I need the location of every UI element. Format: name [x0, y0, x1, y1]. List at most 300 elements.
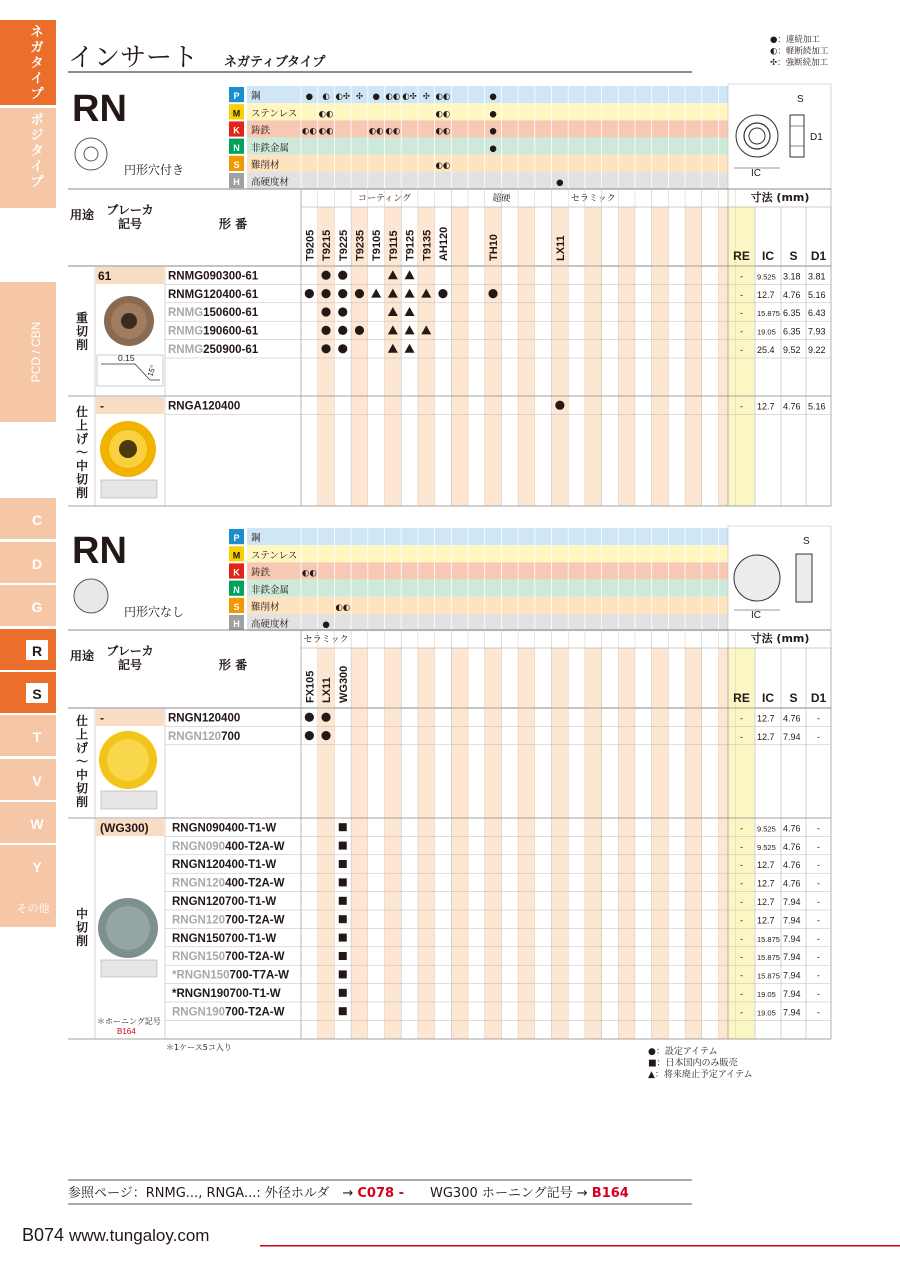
dim-d1: -: [817, 970, 820, 981]
footer-rule: [260, 1245, 900, 1247]
insert-drawing-icon: [734, 555, 780, 601]
material-mark: ◐◐: [435, 109, 451, 120]
case-note: ＊1ケース5コ入り: [166, 1043, 232, 1052]
japan-only-square: [339, 897, 347, 905]
side-tab-label: W: [30, 816, 44, 832]
material-mark: ●: [322, 620, 330, 631]
discontinue-triangle: [405, 344, 415, 353]
material-name: 非鉄金属: [251, 584, 290, 596]
grade-stripe: [485, 648, 502, 1039]
material-code: K: [233, 567, 240, 578]
grade-stripe: [418, 648, 435, 1039]
japan-only-square: [339, 970, 347, 978]
side-tab-label: プ: [30, 175, 44, 190]
dim-label-s: S: [797, 94, 804, 105]
insert-photo-61: [121, 313, 137, 329]
dim-label-s: S: [803, 536, 810, 547]
usage-label: 削: [75, 934, 89, 948]
dim-re: -: [740, 289, 743, 300]
dim-re: -: [740, 326, 743, 337]
material-code: N: [233, 142, 240, 153]
dim-re: -: [740, 401, 743, 412]
usage-label: 中: [75, 768, 89, 782]
material-row-N: [247, 138, 728, 155]
availability-dot: [338, 271, 347, 280]
side-tab-label: タ: [30, 144, 44, 159]
dim-ic: 12.7: [757, 731, 775, 742]
reference-line: 参照ページ：RNMG..., RNGA...: 外径ホルダ → C078 - WG300 ホーニング記号 → B164: [68, 1186, 629, 1201]
insert-photo-rngn: [107, 739, 149, 781]
availability-dot: [338, 289, 347, 298]
part-number[interactable]: *RNGN150700-T7A-W: [172, 969, 289, 982]
dim-re: -: [740, 345, 743, 355]
honing-note-ref: B164: [117, 1027, 136, 1036]
material-mark: ●: [489, 109, 497, 120]
usage-label: げ: [75, 432, 89, 446]
material-name: ステンレス: [251, 108, 298, 120]
usage-label: 〜: [75, 445, 89, 460]
machining-legend-item: ●：連続加工: [770, 35, 820, 45]
usage-label: げ: [75, 741, 89, 755]
page-title: インサート: [68, 43, 199, 73]
dim-s: 4.76: [783, 823, 801, 834]
reference-page-link[interactable]: B164: [591, 1186, 629, 1201]
grade-stripe: [518, 207, 535, 506]
dim-s: 4.76: [783, 401, 801, 412]
material-name: 鋳鉄: [251, 567, 271, 579]
profile-dim: 0.15: [118, 353, 135, 363]
profile-dim: 15°: [145, 363, 158, 378]
grade-group-header: セラミック: [303, 635, 349, 645]
availability-dot: [321, 731, 330, 740]
material-mark: ●: [489, 126, 497, 137]
breaker-code: -: [100, 399, 104, 413]
part-number[interactable]: RNMG120400-61: [168, 288, 259, 301]
material-name: 高硬度材: [251, 177, 290, 189]
insert-photo-rnga: [119, 440, 137, 458]
dim-d1: -: [817, 841, 820, 852]
material-mark: ✣: [355, 92, 364, 103]
usage-label: 切: [75, 781, 89, 796]
dim-s: 7.94: [783, 989, 801, 999]
grade-stripe: [652, 648, 669, 1039]
material-code: H: [233, 177, 240, 188]
side-tab-label: Y: [32, 859, 42, 875]
side-tab-1[interactable]: [0, 108, 56, 208]
japan-only-square: [339, 989, 347, 997]
part-number[interactable]: RNGN120400: [168, 712, 241, 725]
dim-d1: -: [817, 878, 820, 889]
dim-d1: 9.22: [808, 345, 826, 355]
grade-name: WG300: [337, 665, 350, 703]
dim-s: 7.94: [783, 897, 801, 907]
availability-dot: [338, 344, 347, 353]
col-breaker: ブレーカ: [106, 203, 154, 217]
dim-s: 7.94: [783, 933, 801, 944]
dim-re: -: [740, 841, 743, 852]
series-title: RN: [72, 530, 127, 572]
dim-re: -: [740, 731, 743, 742]
dim-d1: 5.16: [808, 401, 826, 412]
reference-page-link[interactable]: C078 -: [357, 1186, 404, 1201]
side-tab-label: イ: [30, 71, 44, 87]
col-usage: 用途: [69, 649, 95, 663]
japan-only-square: [339, 1007, 347, 1015]
side-tab-8[interactable]: [0, 715, 56, 756]
availability-dot: [321, 271, 330, 280]
shape-label: 円形穴付き: [124, 163, 185, 177]
dim-ic: 9.525: [757, 842, 776, 852]
material-code: S: [233, 160, 240, 170]
material-mark: ◐◐: [385, 92, 401, 103]
grade-name: T9215: [321, 229, 334, 261]
usage-label: 切: [75, 920, 89, 935]
usage-label: 上: [75, 727, 89, 742]
insert-side-photo: [101, 960, 157, 977]
grade-stripe: [585, 648, 602, 1039]
material-row-H: [247, 172, 728, 189]
side-tab-5[interactable]: [0, 585, 56, 626]
dim-d1: 6.43: [808, 308, 826, 319]
material-mark: ◐◐: [301, 568, 317, 579]
shape-label: 円形穴なし: [124, 605, 185, 619]
usage-label: 中: [75, 907, 89, 921]
grade-stripe: [585, 207, 602, 506]
dim-re: -: [740, 933, 743, 944]
availability-dot: [355, 326, 364, 335]
col-usage: 用途: [69, 208, 95, 222]
japan-only-square: [339, 915, 347, 923]
dim-header: D1: [810, 249, 827, 263]
side-tab-0[interactable]: [0, 20, 56, 105]
part-number[interactable]: *RNGN190700-T1-W: [172, 988, 281, 1000]
usage-label: 削: [75, 338, 89, 352]
dim-d1: -: [817, 823, 820, 834]
breaker-code: -: [100, 711, 104, 725]
part-number[interactable]: RNGN150700-T2A-W: [172, 951, 285, 964]
japan-only-square: [339, 823, 347, 831]
material-mark: ●: [372, 92, 380, 103]
dim-header: RE: [733, 249, 750, 263]
material-mark: ●: [489, 143, 497, 154]
japan-only-square: [339, 934, 347, 942]
dim-s: 4.76: [783, 289, 801, 300]
availability-dot: [555, 401, 564, 410]
material-mark: ●: [489, 92, 497, 103]
material-mark: ◐✣: [402, 92, 417, 103]
dim-label-ic: IC: [751, 168, 761, 179]
availability-dot: [305, 713, 314, 722]
dim-header: IC: [762, 249, 774, 263]
dim-re: -: [740, 271, 743, 282]
col-part: 形 番: [218, 217, 248, 231]
usage-label: 上: [75, 418, 89, 433]
discontinue-triangle: [371, 289, 381, 298]
dim-s: 7.94: [783, 1007, 801, 1018]
material-code: M: [232, 550, 241, 561]
dim-d1: 7.93: [808, 326, 826, 337]
dim-s: 4.76: [783, 878, 801, 889]
dim-re: -: [740, 713, 743, 724]
material-code: P: [233, 91, 240, 102]
breaker-code: 61: [98, 269, 112, 283]
dim-ic: 19.05: [757, 1008, 776, 1018]
japan-only-square: [339, 860, 347, 868]
dim-d1: -: [817, 989, 820, 999]
part-number[interactable]: RNGN150700-T1-W: [172, 932, 277, 945]
usage-label: 〜: [75, 754, 89, 769]
col-breaker: ブレーカ: [106, 644, 154, 658]
side-tab-label: T: [32, 729, 42, 745]
dim-s: 3.18: [783, 271, 801, 282]
grade-stripe: [552, 648, 569, 1039]
material-mark: ◐◐: [368, 126, 384, 137]
dim-d1: -: [817, 915, 820, 926]
availability-dot: [305, 731, 314, 740]
part-number[interactable]: RNMG150600-61: [168, 307, 259, 320]
side-tab-label: ポ: [30, 113, 44, 128]
side-tab-label: ネ: [30, 25, 44, 40]
usage-label: 仕: [75, 714, 89, 728]
honing-note: ＊ホーニング記号: [97, 1017, 161, 1026]
material-row-H: [247, 614, 728, 631]
availability-dot: [321, 344, 330, 353]
insert-side-photo: [101, 791, 157, 809]
material-name: 鋳鉄: [251, 125, 271, 137]
grade-stripe: [518, 648, 535, 1039]
availability-legend-item: ●：設定アイテム: [648, 1047, 718, 1057]
usage-label: 重: [75, 311, 89, 325]
dim-d1: -: [817, 1007, 820, 1018]
grade-stripe: [652, 207, 669, 506]
material-mark: ●: [556, 178, 564, 189]
discontinue-triangle: [405, 289, 415, 298]
side-tab-label: イ: [30, 159, 44, 175]
material-mark: ◐: [322, 92, 330, 103]
availability-dot: [338, 326, 347, 335]
part-number[interactable]: RNGN120400-T1-W: [172, 859, 277, 872]
availability-dot: [305, 289, 314, 298]
dim-ic: 12.7: [757, 878, 775, 889]
page-number: B074: [22, 1225, 65, 1245]
discontinue-triangle: [405, 325, 415, 334]
material-code: N: [233, 584, 240, 595]
material-name: 高硬度材: [251, 619, 290, 631]
grade-stripe: [685, 207, 702, 506]
dim-d1: -: [817, 731, 820, 742]
dim-d1: 5.16: [808, 289, 826, 300]
dim-re: -: [740, 897, 743, 907]
side-tab-4[interactable]: [0, 542, 56, 583]
grade-name: LX11: [554, 235, 567, 261]
dim-ic: 12.7: [757, 897, 775, 907]
dim-ic: 19.05: [757, 327, 776, 337]
availability-dot: [321, 307, 330, 316]
dim-ic: 19.05: [757, 990, 776, 999]
usage-label: 切: [75, 472, 89, 487]
grade-name: T9135: [421, 229, 434, 261]
material-mark: ◐◐: [318, 109, 334, 120]
japan-only-square: [339, 952, 347, 960]
col-part: 形 番: [218, 658, 248, 672]
dim-re: -: [740, 823, 743, 834]
dim-d1: -: [817, 713, 820, 724]
side-tab-3[interactable]: [0, 498, 56, 539]
grade-stripe: [318, 648, 335, 1039]
dim-s: 4.76: [783, 713, 801, 724]
part-number[interactable]: RNGN190700-T2A-W: [172, 1006, 285, 1019]
dim-s: 7.94: [783, 915, 801, 926]
side-tab-label: V: [32, 773, 42, 789]
discontinue-triangle: [405, 307, 415, 316]
side-tab-label: D: [31, 556, 43, 572]
grade-stripe: [685, 648, 702, 1039]
material-row-P: [247, 528, 728, 545]
grade-stripe: [351, 648, 368, 1039]
grade-name: TH10: [488, 234, 501, 261]
material-row-K: [247, 562, 728, 579]
part-number[interactable]: RNGN090400-T1-W: [172, 822, 277, 835]
part-number[interactable]: RNMG190600-61: [168, 325, 259, 338]
grade-name: T9225: [337, 229, 350, 261]
dim-d1: -: [817, 897, 820, 907]
material-mark: ●: [305, 92, 314, 103]
part-number[interactable]: RNGN120700-T1-W: [172, 896, 277, 908]
part-number[interactable]: RNGN120400-T2A-W: [172, 877, 285, 890]
material-name: 難削材: [251, 160, 280, 171]
side-tab-label: PCD / CBN: [29, 321, 43, 383]
availability-dot: [321, 289, 330, 298]
dim-header: D1: [810, 691, 827, 705]
material-name: 非鉄金属: [251, 142, 290, 154]
part-number[interactable]: RNMG090300-61: [168, 270, 259, 283]
usage-label: 切: [75, 324, 89, 339]
part-number[interactable]: RNGN090400-T2A-W: [172, 840, 285, 853]
availability-dot: [438, 289, 447, 298]
dim-d1: 3.81: [808, 271, 826, 282]
dim-ic: 12.7: [757, 289, 775, 300]
grade-name: AH120: [437, 226, 450, 261]
material-row-S: [247, 597, 728, 614]
dim-ic: 9.525: [757, 824, 776, 834]
breaker-cell: [96, 397, 164, 414]
part-number[interactable]: RNMG250900-61: [168, 344, 259, 356]
dim-s: 6.35: [783, 308, 801, 319]
dim-ic: 15.875: [757, 953, 780, 963]
dim-re: -: [740, 915, 743, 926]
col-breaker: 記号: [117, 217, 143, 231]
usage-label: 仕: [75, 405, 89, 419]
insert-photo-wg300: [106, 906, 150, 950]
dim-ic: 15.875: [757, 934, 780, 944]
grade-group-header: セラミック: [570, 194, 616, 204]
side-tab-10[interactable]: [0, 802, 56, 843]
dim-header: IC: [762, 691, 774, 705]
grade-name: T9235: [354, 229, 367, 261]
dim-re: -: [740, 878, 743, 889]
side-tab-label: ジ: [30, 128, 44, 144]
grade-name: T9125: [404, 229, 417, 261]
grade-group-header: コーティング: [357, 194, 412, 204]
side-tab-label: S: [32, 686, 42, 702]
dim-label-ic: IC: [751, 610, 761, 621]
side-tab-2[interactable]: [0, 282, 56, 422]
part-number[interactable]: RNGN120700-T2A-W: [172, 914, 285, 927]
japan-only-square: [339, 842, 347, 850]
col-breaker: 記号: [117, 658, 143, 672]
dim-s: 7.94: [783, 731, 801, 742]
material-name: 鋼: [251, 91, 261, 103]
dim-ic: 15.875: [757, 971, 780, 981]
material-code: M: [232, 108, 241, 119]
dim-d1: -: [817, 933, 820, 944]
dim-ic: 25.4: [757, 345, 775, 355]
dim-s: 7.94: [783, 970, 801, 981]
usage-label: 中: [75, 459, 89, 473]
part-number[interactable]: RNGA120400: [168, 400, 241, 413]
material-code: K: [233, 125, 240, 136]
material-code: P: [233, 533, 240, 544]
insert-side-icon: [796, 554, 812, 602]
material-mark: ◐◐: [435, 161, 451, 171]
side-tab-11[interactable]: [0, 845, 56, 886]
dim-ic: 12.7: [757, 713, 775, 724]
dim-d1: -: [817, 860, 820, 871]
side-tab-label: ガ: [30, 40, 44, 56]
dim-s: 4.76: [783, 841, 801, 852]
grade-stripe: [618, 648, 635, 1039]
material-row-S: [247, 155, 728, 172]
part-number[interactable]: RNGN120700: [168, 730, 241, 743]
dim-s: 7.94: [783, 952, 801, 963]
dim-s: 4.76: [783, 860, 801, 871]
series-title: RN: [72, 88, 127, 130]
grade-name: T9205: [304, 229, 317, 261]
availability-dot: [488, 289, 497, 298]
dim-s: 9.52: [783, 345, 801, 355]
material-mark: ◐◐: [385, 126, 401, 137]
side-tab-label: タ: [30, 56, 44, 71]
grade-stripe: [385, 648, 402, 1039]
japan-only-square: [339, 878, 347, 886]
grade-name: T9115: [387, 230, 400, 261]
insert-side-photo: [101, 480, 157, 498]
dim-re: -: [740, 1007, 743, 1018]
side-tab-label: G: [31, 599, 43, 615]
material-mark: ◐✣: [335, 92, 351, 103]
insert-drawing-icon: [749, 128, 765, 144]
grade-stripe: [451, 648, 468, 1039]
dim-ic: 15.875: [757, 309, 780, 319]
grade-stripe: [451, 207, 468, 506]
dim-re: -: [740, 952, 743, 963]
material-name: ステンレス: [251, 550, 298, 562]
material-name: 難削材: [251, 602, 280, 613]
side-tab-label: その他: [16, 902, 50, 915]
dim-re: -: [740, 308, 743, 319]
availability-dot: [321, 713, 330, 722]
side-tab-9[interactable]: [0, 759, 56, 800]
material-name: 鋼: [251, 533, 261, 545]
grade-stripe: [618, 207, 635, 506]
breaker-cell: [96, 709, 164, 726]
side-tab-label: R: [31, 643, 43, 659]
material-mark: ◐◐: [435, 126, 451, 137]
dim-ic: 9.525: [757, 272, 776, 282]
dim-re: -: [740, 989, 743, 999]
breaker-code: (WG300): [100, 821, 149, 835]
page-subtitle: ネガティブタイプ: [224, 55, 326, 70]
